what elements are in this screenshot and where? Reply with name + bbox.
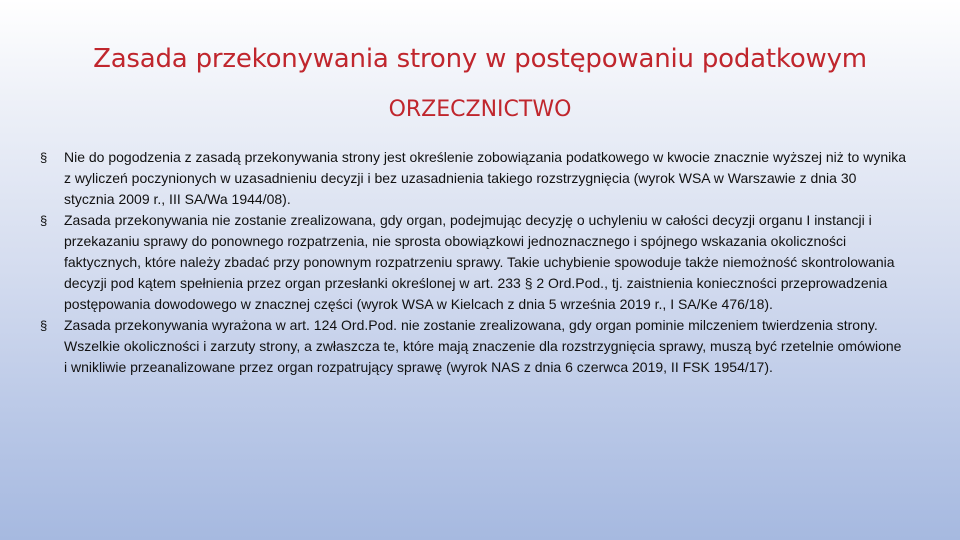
slide-title: Zasada przekonywania strony w postępowaniu podatkowym — [93, 44, 867, 74]
slide-subtitle: ORZECZNICTWO — [388, 97, 572, 122]
bullet-list — [40, 147, 906, 378]
bullet-symbol: § — [40, 213, 48, 228]
bullet-item — [40, 210, 906, 315]
bullet-symbol: § — [40, 150, 48, 165]
bullet-text: Nie do pogodzenia z zasadą przekonywania strony jest określenie zobowiązania podatkowego w kwocie znacznie wyższej niż to wynika z wyliczeń poczynionych w uzasadnieniu decyzji i bez uzasadnienia takiego rozstrzygnięcia (wyrok WSA w Warszawie z dnia 30 stycznia 2009 r., III SA/Wa 1944/08). — [64, 149, 907, 207]
bullet-item — [40, 147, 906, 210]
bullet-symbol: § — [40, 318, 48, 333]
bullet-item — [40, 315, 906, 378]
bullet-text: Zasada przekonywania wyrażona w art. 124 Ord.Pod. nie zostanie zrealizowana, gdy organ pominie milczeniem twierdzenia strony. Wszelkie okoliczności i zarzuty strony, a zwłaszcza te, które mają znaczenie dla rozstrzygnięcia sprawy, muszą być rzetelnie omówione i wnikliwie przeanalizowane przez organ rozpatrujący sprawę (wyrok NAS z dnia 6 czerwca 2019, II FSK 1954/17). — [64, 317, 902, 375]
bullet-text: Zasada przekonywania nie zostanie zrealizowana, gdy organ, podejmując decyzję o uchyleniu w całości decyzji organu I instancji i przekazaniu sprawy do ponownego rozpatrzenia, nie sprosta obowiązkowi jednoznacznego i spójnego wskazania okoliczności faktycznych, które należy zbadać przy ponownym rozpatrzeniu sprawy. Takie uchybienie spowoduje także niemożność skontrolowania decyzji pod kątem spełnienia przez organ przesłanki określonej w art. 233 § 2 Ord.Pod., tj. zaistnienia konieczności przeprowadzenia postępowania dowodowego w znacznej części (wyrok WSA w Kielcach z dnia 5 września 2019 r., I SA/Ke 476/18). — [64, 212, 895, 312]
